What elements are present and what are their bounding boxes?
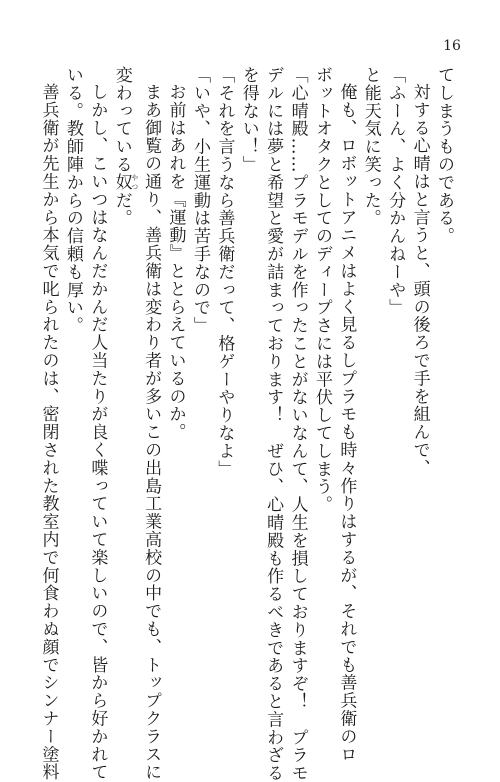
text-line: デルには夢と希望と愛が詰まっております！ ぜひ、心晴殿も作るべきであると言わざる (263, 66, 284, 782)
ruby-annotation: 奴 やつ (111, 173, 139, 192)
ruby-line-text: 変わっている奴 やつだ。 (111, 66, 139, 228)
text-line-with-ruby (109, 66, 138, 676)
page-number: 16 (443, 38, 461, 54)
text-line: 善兵衛が先生から本気で叱られたのは、密閉された教室内で何食わぬ顔でシンナー塗料 (38, 83, 59, 782)
text-line: 対する心晴はと言うと、頭の後ろで手を組んで、 (409, 83, 430, 477)
text-line: 「それを言うなら善兵衛だって、格ゲーやりなよ」 (214, 66, 235, 478)
text-line: しかし、こいつはなんだかんだ人当たりが良く喋っていて楽しいので、皆から好かれて (87, 83, 108, 782)
body-text (38, 66, 456, 782)
text-line: 「ふーん、よく分かんねーや」 (385, 66, 406, 317)
text-line: お前はあれを『運動』ととらえているのか。 (165, 83, 186, 441)
text-line: 俺も、ロボットアニメはよく見るしプラモも時々作りはするが、それでも善兵衛のロ (336, 83, 357, 764)
text-line: まあ御覧の通り、善兵衛は変わり者が多いこの出島工業高校の中でも、トップクラスに (141, 83, 162, 782)
text-line: を得ない！」 (238, 66, 259, 174)
text-line: ボットオタクとしてのディープさには平伏してしまう。 (311, 66, 332, 514)
text-line: いる。教師陣からの信頼も厚い。 (62, 66, 83, 335)
text-line: 「いや、小生運動は苦手なので」 (189, 66, 210, 335)
text-line: と能天気に笑った。 (360, 66, 381, 228)
text-line: てしまうものである。 (434, 66, 454, 245)
ruby-reading: やつ (130, 173, 139, 192)
text-line: 「心晴殿……プラモデルを作ったことがないなんて、人生を損しておりますぞ！ プラモ (287, 66, 308, 782)
